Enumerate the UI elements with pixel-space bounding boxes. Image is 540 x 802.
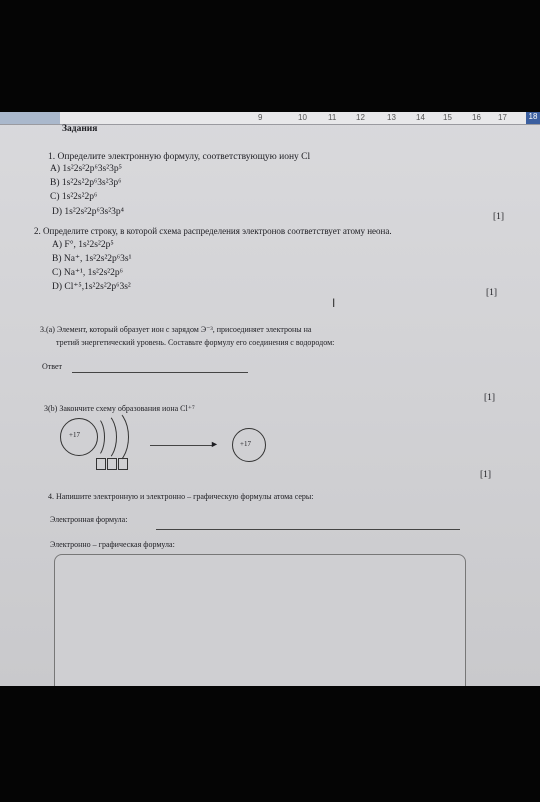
question-2-text: 2. Определите строку, в которой схема распределения электронов соответствует атому неона. (34, 226, 392, 236)
atom-charge-left: +17 (69, 431, 80, 439)
option-formula: Na⁺¹, 1s²2s²2p⁶ (63, 268, 123, 278)
question-3a-line1: 3.(a) Элемент, который образует ион с зарядом Э⁻³, присоединяет электроны на (40, 325, 312, 334)
ruler-number: 14 (416, 113, 425, 122)
option-label: C) (50, 192, 60, 202)
dark-background (0, 686, 540, 802)
document-photo (0, 112, 540, 686)
option-formula: 1s²2s²2p⁶3s²3p⁵ (62, 164, 122, 174)
question-1-option-b (50, 178, 121, 189)
option-formula: 1s²2s²2p⁶3s²3p⁶ (61, 178, 122, 188)
question-1-option-c (50, 192, 97, 203)
option-label: B) (50, 178, 60, 188)
electron-formula-line[interactable] (156, 529, 460, 530)
electron-formula-label: Электронная формула: (50, 515, 128, 524)
option-formula: Cl⁺⁵,1s²2s²2p⁶3s² (64, 282, 131, 292)
ruler-number: 12 (356, 113, 365, 122)
question-2-score: [1] (486, 288, 498, 298)
option-formula: 1s²2s²2p⁶ (61, 192, 98, 202)
question-4-text: 4. Напишите электронную и электронно – графическую формулы атома серы: (48, 492, 314, 501)
question-2-option-b (52, 254, 131, 265)
question-2-option-a (52, 240, 114, 251)
question-3a-line2: третий энергетический уровень. Составьте формулу его соединения с водородом: (56, 338, 335, 347)
ruler-number: 17 (498, 113, 507, 122)
answer-line[interactable] (72, 372, 248, 373)
option-formula: 1s²2s²2p⁶3s²3p⁴ (64, 207, 124, 217)
option-label: A) (50, 164, 61, 174)
reaction-arrow-line (150, 445, 212, 446)
question-3b-score: [1] (480, 470, 492, 480)
ruler-number: 16 (472, 113, 481, 122)
question-3a-score: [1] (484, 393, 496, 403)
graphic-formula-label: Электронно – графическая формула: (50, 540, 175, 549)
page-title: Задания (62, 124, 98, 134)
question-1-text: 1. Определите электронную формулу, соответствующую иону Cl (48, 152, 311, 162)
ruler-number: 15 (443, 113, 452, 122)
orbital-box (118, 458, 128, 470)
option-label: B) (52, 254, 62, 264)
question-1-option-d (52, 207, 124, 218)
ruler-number: 11 (328, 113, 337, 122)
ruler-number: 10 (298, 113, 307, 122)
question-2-option-c (52, 268, 123, 279)
ruler-number: 13 (387, 113, 396, 122)
question-1-option-a (50, 164, 122, 175)
option-label: D) (52, 282, 63, 292)
option-formula: Na⁺, 1s²2s²2p⁶3s¹ (63, 254, 132, 264)
option-label: C) (52, 268, 62, 278)
option-label: D) (52, 207, 63, 217)
orbital-box (107, 458, 117, 470)
question-1-score: [1] (493, 212, 505, 222)
orbital-box (96, 458, 106, 470)
text-cursor-icon: I (332, 296, 336, 310)
atom-charge-right: +17 (240, 440, 251, 448)
option-formula: F°, 1s²2s²2p⁵ (64, 240, 114, 250)
ruler-end-marker[interactable]: 18 (526, 112, 540, 124)
arrow-head-icon: ► (210, 439, 219, 449)
question-2-option-d (52, 282, 131, 293)
option-label: A) (52, 240, 63, 250)
ruler-number: 9 (258, 113, 263, 122)
answer-label: Ответ (42, 362, 63, 371)
ruler-margin (0, 112, 60, 124)
answer-box[interactable] (54, 554, 466, 686)
question-3b-text: 3(b) Закончите схему образования иона Cl⁺⁷ (44, 404, 195, 413)
